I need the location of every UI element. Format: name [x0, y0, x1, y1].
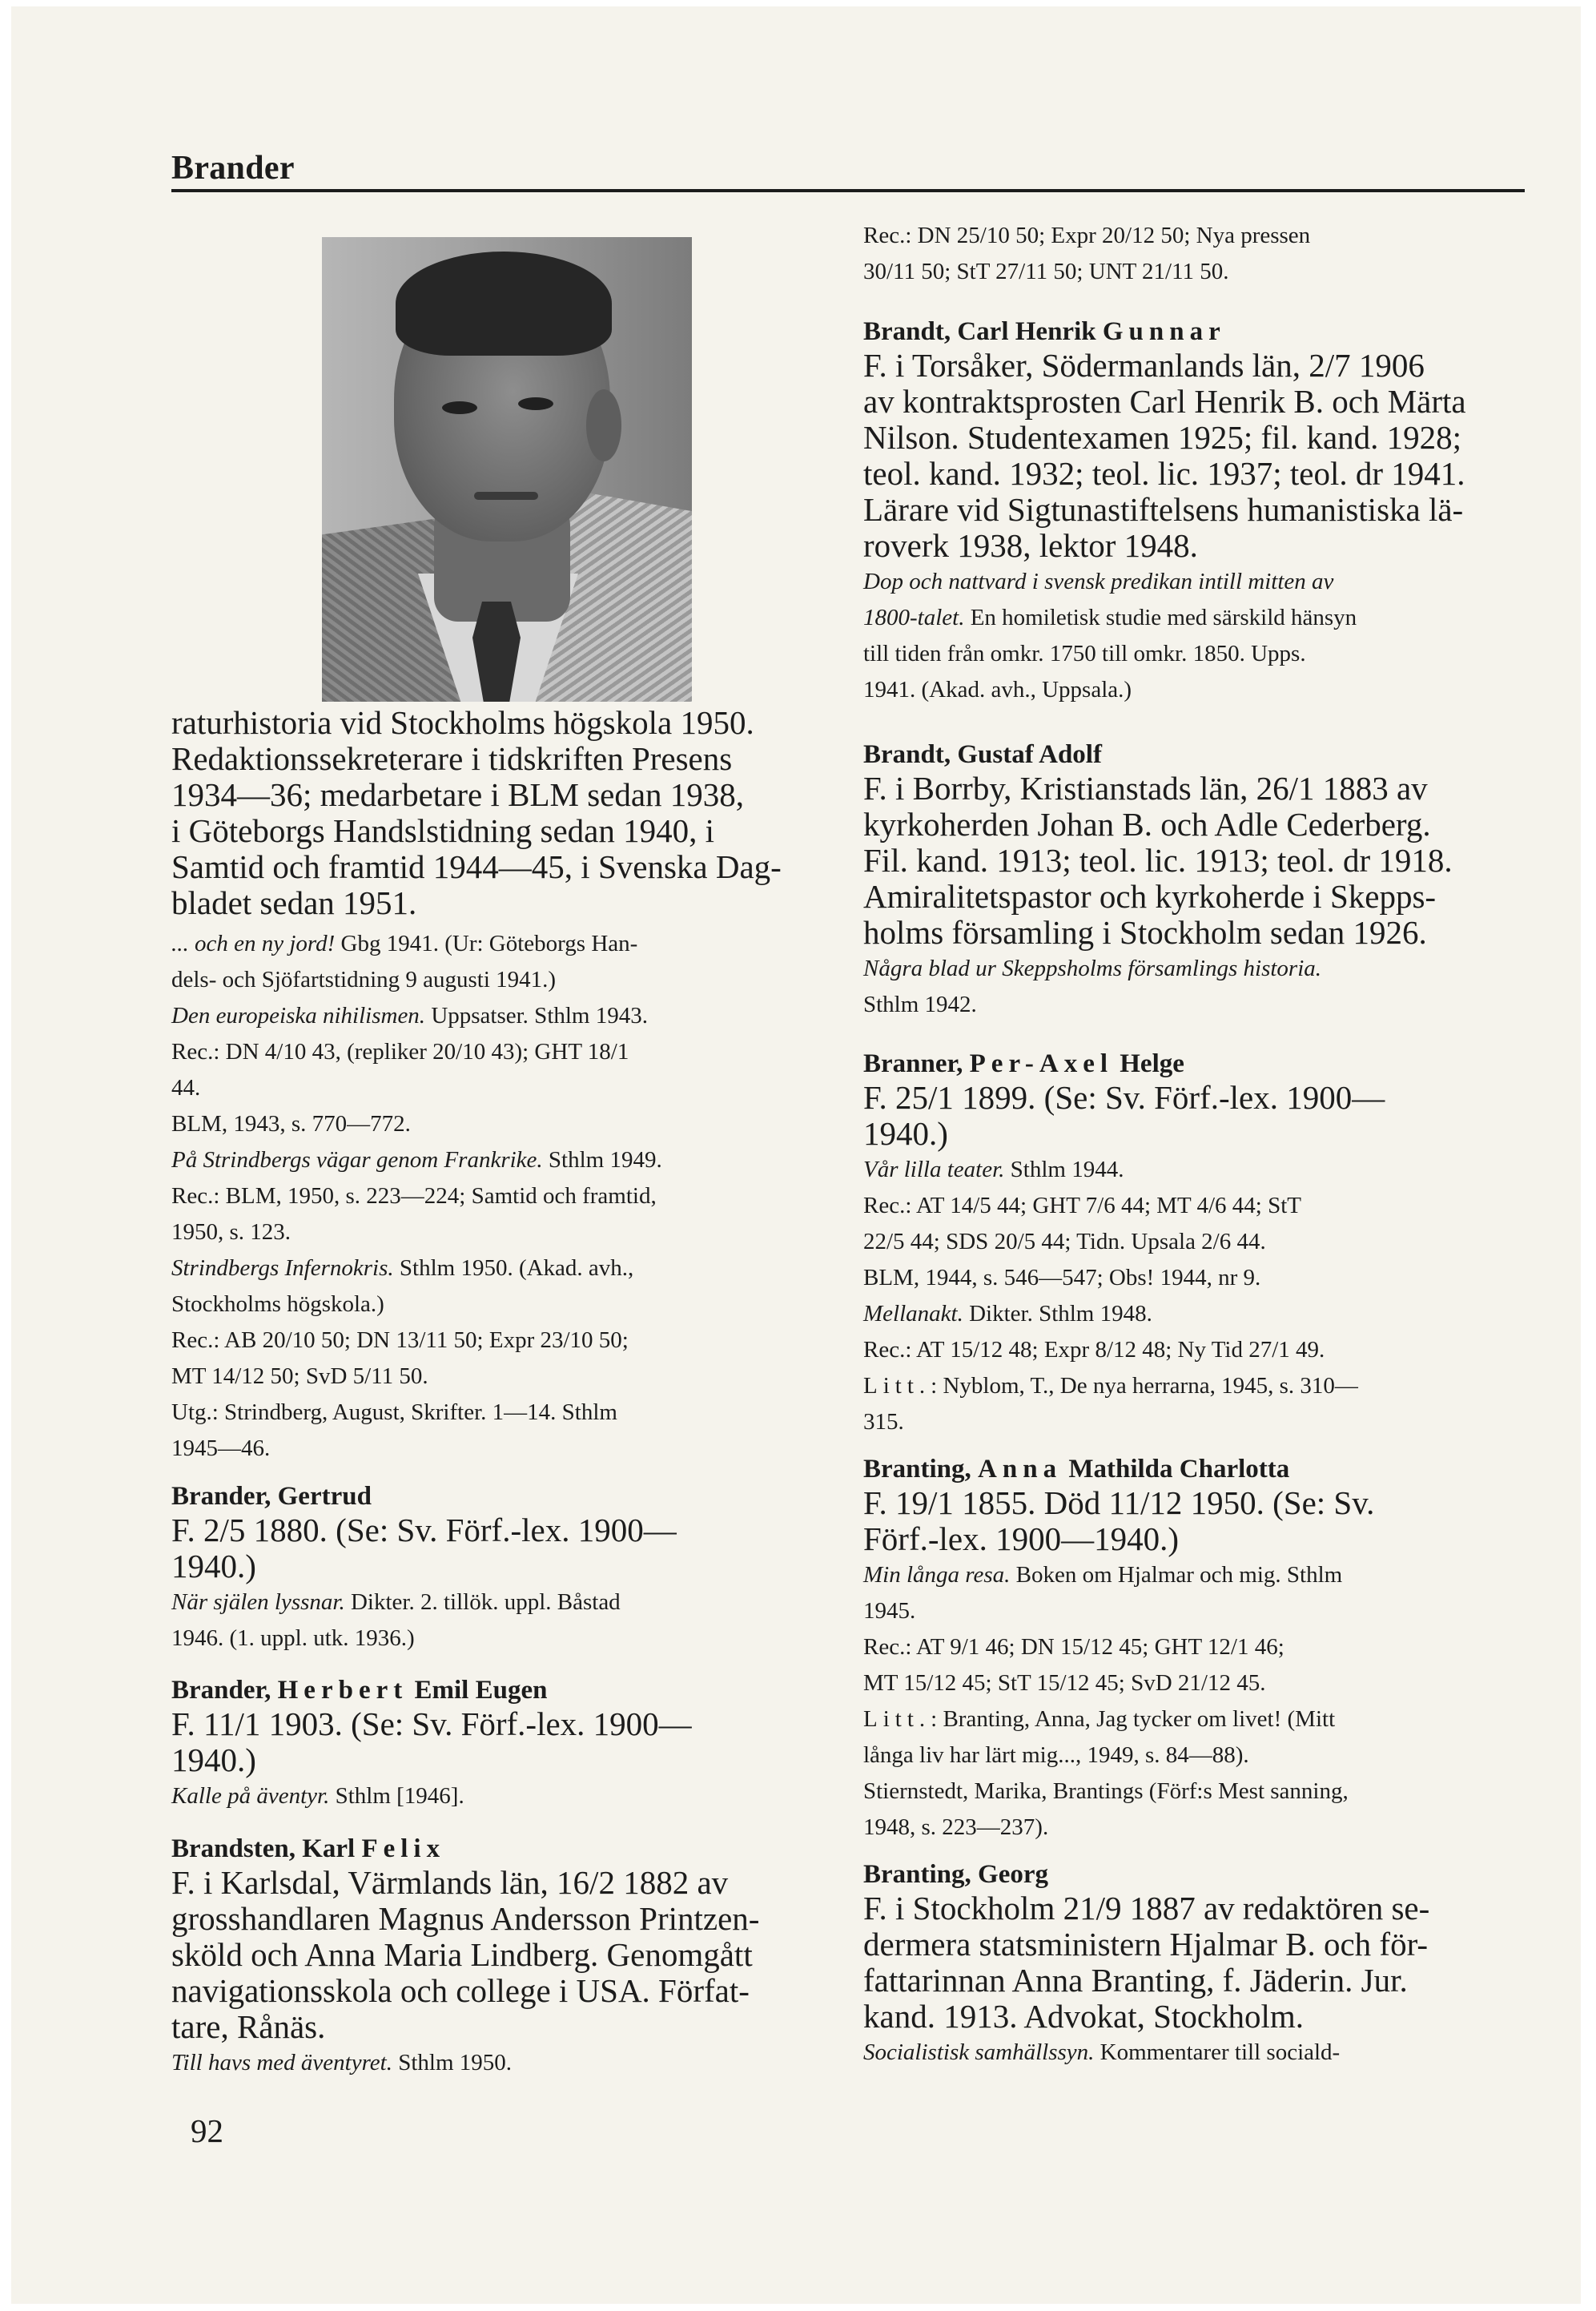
book-title: Till havs med äventyret.	[171, 2050, 392, 2075]
bib-line: På Strindbergs vägar genom Frankrike. Sthlm 1949.	[171, 1147, 662, 1173]
bib-line: Den europeiska nihilismen. Uppsatser. Sthlm 1943.	[171, 1003, 648, 1029]
entry-branting-georg	[863, 1858, 1520, 2071]
bib-line: Rec.: AT 14/5 44; GHT 7/6 44; MT 4/6 44; StT	[863, 1193, 1302, 1218]
bib-line: 1800-talet. En homiletisk studie med särskild hänsyn	[863, 605, 1357, 630]
book-title: Strindbergs Infernokris.	[171, 1255, 394, 1281]
book-title: Mellanakt.	[863, 1301, 963, 1327]
entry-brandt-gunnar	[863, 316, 1520, 708]
text-line: 1940.)	[171, 1741, 256, 1778]
bib-line: MT 15/12 45; StT 15/12 45; SvD 21/12 45.	[863, 1670, 1266, 1696]
text-line: F. 2/5 1880. (Se: Sv. Förf.-lex. 1900—	[171, 1512, 677, 1548]
entry-heading: Branting, Anna Mathilda Charlotta	[863, 1455, 1290, 1484]
text-line: Amiralitetspastor och kyrkoherde i Skepps-	[863, 878, 1437, 915]
text-line: Nilson. Studentexamen 1925; fil. kand. 1928;	[863, 419, 1462, 456]
text-line: dermera statsministern Hjalmar B. och för-	[863, 1926, 1429, 1963]
bib-line: Rec.: AT 15/12 48; Expr 8/12 48; Ny Tid 27/1 49.	[863, 1337, 1325, 1363]
text-line: F. 11/1 1903. (Se: Sv. Förf.-lex. 1900—	[171, 1705, 692, 1742]
bib-line: 22/5 44; SDS 20/5 44; Tidn. Upsala 2/6 44.	[863, 1229, 1266, 1254]
book-title: Några blad ur Skeppsholms församlings historia.	[863, 956, 1321, 981]
bib-line: dels- och Sjöfartstidning 9 augusti 1941.)	[171, 967, 557, 992]
running-head: Brander	[171, 150, 295, 187]
text-line: kyrkoherden Johan B. och Adle Cederberg.	[863, 806, 1431, 843]
page	[11, 6, 1581, 2304]
bib-line: ... och en ny jord! Gbg 1941. (Ur: Göteborgs Han-	[171, 931, 638, 956]
text-line: raturhistoria vid Stockholms högskola 1950.	[171, 704, 754, 741]
text-line: F. i Torsåker, Södermanlands län, 2/7 1906	[863, 347, 1425, 384]
text-line: teol. kand. 1932; teol. lic. 1937; teol. dr 1941.	[863, 455, 1465, 492]
bib-line: Stiernstedt, Marika, Brantings (Förf:s Mest sanning,	[863, 1778, 1349, 1804]
text-line: bladet sedan 1951.	[171, 884, 417, 921]
bib-line: 1950, s. 123.	[171, 1219, 291, 1245]
entry-heading: Branting, Georg	[863, 1860, 1048, 1889]
bib-line: 1941. (Akad. avh., Uppsala.)	[863, 677, 1132, 703]
bib-line: Utg.: Strindberg, August, Skrifter. 1—14. Sthlm	[171, 1399, 617, 1425]
bib-line: Till havs med äventyret. Sthlm 1950.	[171, 2050, 513, 2075]
entry-heading: Brander, Gertrud	[171, 1482, 372, 1511]
book-title: Vår lilla teater.	[863, 1157, 1005, 1182]
text-line: F. 25/1 1899. (Se: Sv. Förf.-lex. 1900—	[863, 1079, 1385, 1116]
entry-brander-gertrud	[171, 1480, 804, 1657]
entry-branner-per-axel	[863, 1048, 1520, 1440]
book-title: På Strindbergs vägar genom Frankrike.	[171, 1147, 543, 1173]
bib-line: långa liv har lärt mig..., 1949, s. 84—88).	[863, 1742, 1249, 1768]
bib-line: Socialistisk samhällssyn. Kommentarer till sociald-	[863, 2039, 1341, 2065]
bib-line: Min långa resa. Boken om Hjalmar och mig. Sthlm	[863, 1562, 1343, 1588]
bib-line: Sthlm 1942.	[863, 992, 977, 1017]
entry-brandt-gustaf	[863, 739, 1520, 1023]
bib-line: När själen lyssnar. Dikter. 2. tillök. uppl. Båstad	[171, 1589, 621, 1615]
book-title: När själen lyssnar.	[171, 1589, 345, 1615]
text-line: Fil. kand. 1913; teol. lic. 1913; teol. dr 1918.	[863, 842, 1453, 879]
text-line: av kontraktsprosten Carl Henrik B. och Märta	[863, 383, 1466, 420]
entry-heading: Brander, Herbert Emil Eugen	[171, 1676, 548, 1705]
text-line: Lärare vid Sigtunastiftelsens humanistiska lä-	[863, 491, 1464, 528]
bib-line: Rec.: AT 9/1 46; DN 15/12 45; GHT 12/1 46;	[863, 1634, 1284, 1660]
book-title: Kalle på äventyr.	[171, 1783, 330, 1809]
bib-line: 1945.	[863, 1598, 916, 1624]
bib-line: Litt.: Branting, Anna, Jag tycker om livet! (Mitt	[863, 1706, 1336, 1732]
entry-heading: Brandt, Gustaf Adolf	[863, 740, 1102, 769]
page-number: 92	[191, 2112, 223, 2149]
entry-brander-herbert	[171, 1674, 804, 1814]
book-title: ... och en ny jord!	[171, 931, 336, 956]
entry-brandsten-felix	[171, 1833, 804, 2081]
text-line: Samtid och framtid 1944—45, i Svenska Dag-	[171, 848, 782, 885]
entry-heading: Brandt, Carl Henrik Gunnar	[863, 317, 1226, 346]
bib-line: 44.	[171, 1075, 201, 1101]
text-line: grosshandlaren Magnus Andersson Printzen-	[171, 1900, 760, 1937]
bib-line: 1946. (1. uppl. utk. 1936.)	[171, 1625, 415, 1651]
text-line: roverk 1938, lektor 1948.	[863, 527, 1198, 564]
bib-line: Rec.: AB 20/10 50; DN 13/11 50; Expr 23/10 50;	[171, 1327, 629, 1353]
bib-line: 1945—46.	[171, 1435, 271, 1461]
book-title: 1800-talet.	[863, 605, 965, 630]
text-line: F. i Stockholm 21/9 1887 av redaktören se-	[863, 1890, 1430, 1927]
book-title: Den europeiska nihilismen.	[171, 1003, 426, 1029]
bib-line: Stockholms högskola.)	[171, 1291, 384, 1317]
bib-line: BLM, 1943, s. 770—772.	[171, 1111, 411, 1137]
bib-line: 315.	[863, 1409, 904, 1435]
book-title: Socialistisk samhällssyn.	[863, 2039, 1095, 2065]
bib-line: Vår lilla teater. Sthlm 1944.	[863, 1157, 1124, 1182]
bib-line: Litt.: Nyblom, T., De nya herrarna, 1945, s. 310—	[863, 1373, 1358, 1399]
bib-line: Rec.: BLM, 1950, s. 223—224; Samtid och framtid,	[171, 1183, 657, 1209]
bib-line: Mellanakt. Dikter. Sthlm 1948.	[863, 1301, 1152, 1327]
bib-line: till tiden från omkr. 1750 till omkr. 1850. Upps.	[863, 641, 1306, 666]
text-line: F. 19/1 1855. Död 11/12 1950. (Se: Sv.	[863, 1484, 1375, 1521]
entry-heading: Brandsten, Karl Felix	[171, 1834, 446, 1863]
bib-line: Rec.: DN 4/10 43, (repliker 20/10 43); GHT 18/1	[171, 1039, 629, 1065]
text-line: Förf.-lex. 1900—1940.)	[863, 1520, 1180, 1557]
text-line: navigationsskola och college i USA. Förfat-	[171, 1972, 750, 2009]
brander-reviews-cont	[863, 218, 1520, 290]
text-line: 1940.)	[171, 1548, 256, 1584]
entry-heading: Branner, Per-Axel Helge	[863, 1049, 1184, 1078]
text-line: fattarinnan Anna Branting, f. Jäderin. Jur.	[863, 1962, 1408, 1999]
text-line: F. i Karlsdal, Värmlands län, 16/2 1882 av	[171, 1864, 729, 1901]
bib-line: MT 14/12 50; SvD 5/11 50.	[171, 1363, 428, 1389]
text-line: Redaktionssekreterare i tidskriften Presens	[171, 740, 733, 777]
text-line: 1940.)	[863, 1115, 948, 1152]
bib-line: BLM, 1944, s. 546—547; Obs! 1944, nr 9.	[863, 1265, 1261, 1290]
bib-line: Rec.: DN 25/10 50; Expr 20/12 50; Nya pressen	[863, 223, 1311, 248]
book-title: Dop och nattvard i svensk predikan intill mitten av	[863, 569, 1334, 594]
text-line: kand. 1913. Advokat, Stockholm.	[863, 1998, 1305, 2035]
brander-bibliography	[171, 926, 804, 1467]
text-line: 1934—36; medarbetare i BLM sedan 1938,	[171, 776, 745, 813]
bib-line: Strindbergs Infernokris. Sthlm 1950. (Akad. avh.,	[171, 1255, 634, 1281]
text-line: F. i Borrby, Kristianstads län, 26/1 1883 av	[863, 770, 1428, 807]
text-line: holms församling i Stockholm sedan 1926.	[863, 914, 1427, 951]
brander-continuation	[171, 705, 804, 921]
bib-line: Kalle på äventyr. Sthlm [1946].	[171, 1783, 464, 1809]
text-line: tare, Rånäs.	[171, 2008, 326, 2045]
bib-line: 1948, s. 223—237).	[863, 1814, 1049, 1840]
text-line: sköld och Anna Maria Lindberg. Genomgått	[171, 1936, 753, 1973]
book-title: Min långa resa.	[863, 1562, 1011, 1588]
text-line: i Göteborgs Handslstidning sedan 1940, i	[171, 812, 714, 849]
header-rule	[171, 189, 1525, 192]
bib-line: 30/11 50; StT 27/11 50; UNT 21/11 50.	[863, 259, 1229, 284]
portrait-photo	[322, 237, 692, 702]
entry-branting-anna	[863, 1453, 1520, 1846]
